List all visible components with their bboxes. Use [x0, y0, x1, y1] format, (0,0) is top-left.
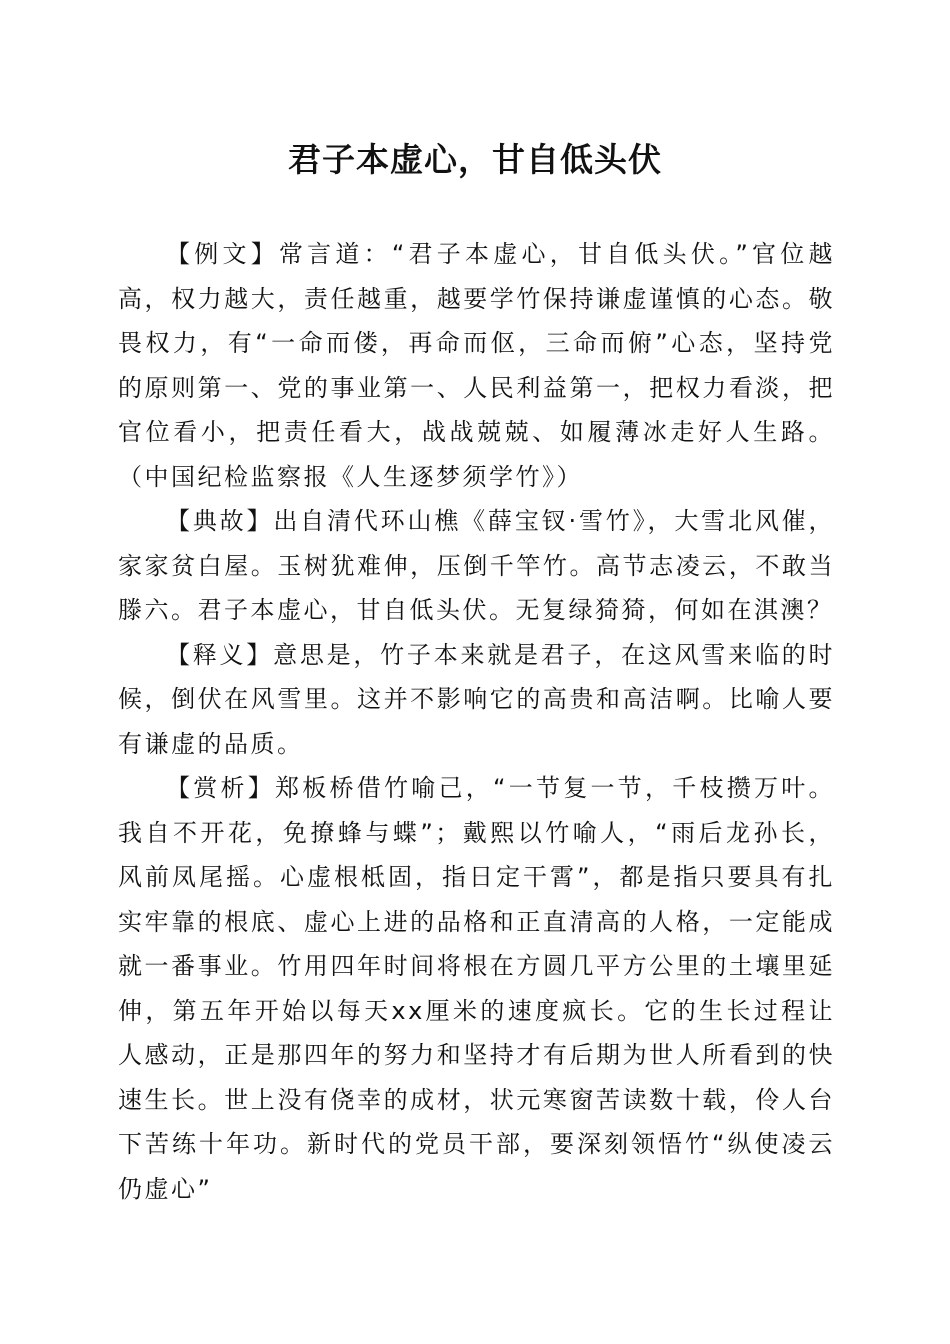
paragraph-example: 【例文】常言道：“君子本虚心，甘自低头伏。”官位越高，权力越大，责任越重，越要学竹保持谦虚谨慎的心态。敬畏权力，有“一命而偻，再命而伛，三命而俯”心态，坚持党的原则第一、党的事业第一、人民利益第一，把权力看淡，把官位看小，把责任看大，战战兢兢、如履薄冰走好人生路。（中国纪检监察报《人生逐梦须学竹》）	[118, 240, 835, 491]
paragraph-meaning: 【释义】意思是，竹子本来就是君子，在这风雪来临的时候，倒伏在风雪里。这并不影响它的高贵和高洁啊。比喻人要有谦虚的品质。	[118, 640, 835, 758]
document-title: 君子本虚心，甘自低头伏	[288, 140, 662, 179]
paragraph-allusion: 【典故】出自清代环山樵《薛宝钗·雪竹》，大雪北风催，家家贫白屋。玉树犹难伸，压倒千竿竹。高节志凌云，不敢当滕六。君子本虚心，甘自低头伏。无复绿猗猗，何如在淇澳？	[118, 507, 835, 624]
document-body	[118, 232, 835, 1211]
paragraph-appreciation: 【赏析】郑板桥借竹喻己，“一节复一节，千枝攒万叶。我自不开花，免撩蜂与蝶”；戴熙以竹喻人，“雨后龙孙长，风前凤尾摇。心虚根柢固，指日定干霄”，都是指只要具有扎实牢靠的根底、虚心上进的品格和正直清高的人格，一定能成就一番事业。竹用四年时间将根在方圆几平方公里的土壤里延伸，第五年开始以每天xx厘米的速度疯长。它的生长过程让人感动，正是那四年的努力和坚持才有后期为世人所看到的快速生长。世上没有侥幸的成材，状元寒窗苦读数十载，伶人台下苦练十年功。新时代的党员干部，要深刻领悟竹“纵使凌云仍虚心”	[118, 774, 835, 1203]
